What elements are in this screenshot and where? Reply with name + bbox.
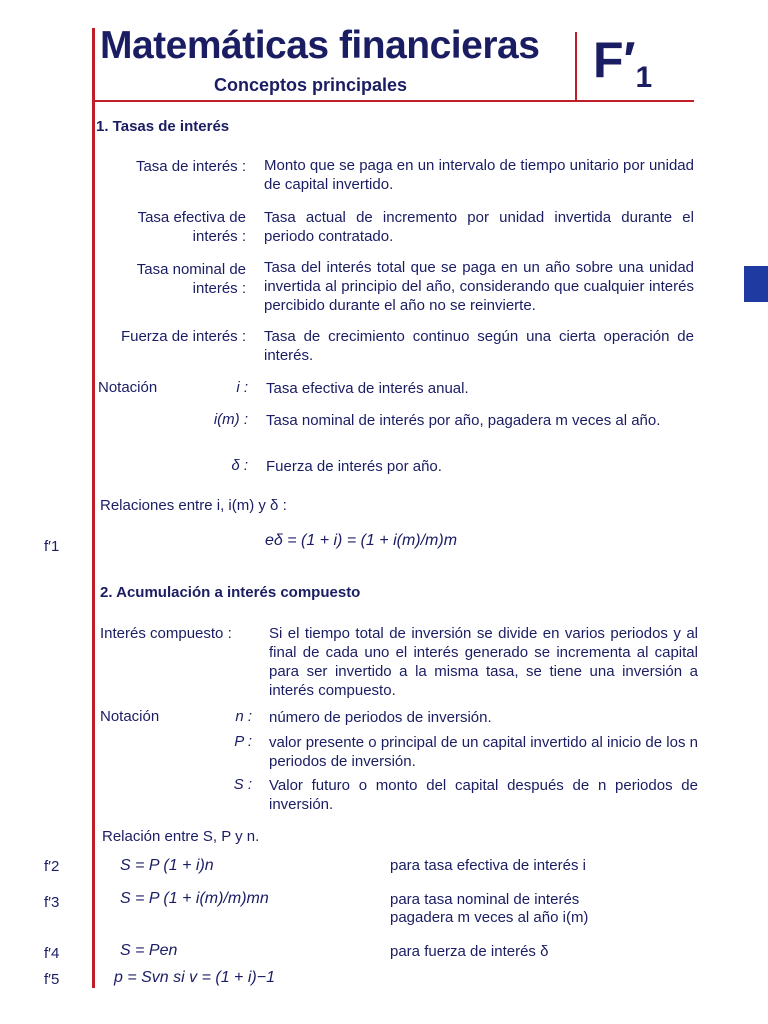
definition-desc: Tasa del interés total que se paga en un año sobre una unidad invertida al principio del año, considerando que cualquier interés percibido durante el año no se reinvierte. <box>264 259 694 314</box>
notation-symbol: n : <box>235 708 252 725</box>
formula-f5: p = Svn si v = (1 + i)−1 <box>114 969 275 986</box>
definition-term: Fuerza de interés : <box>120 328 246 345</box>
notation-symbol: S : <box>233 776 252 793</box>
section-code: $F'_1$ <box>593 32 653 94</box>
notation-symbol: δ : <box>231 457 248 474</box>
definition-desc: Monto que se paga en un intervalo de tiempo unitario por unidad de capital invertido. <box>264 157 694 193</box>
definition-term: Interés compuesto : <box>100 625 232 642</box>
formula-f2: S = P (1 + i)n <box>120 857 214 874</box>
formula-note: para fuerza de interés δ <box>390 943 549 960</box>
page-title: Matemáticas financieras <box>100 24 540 67</box>
formula-label: f′2 <box>44 858 60 875</box>
notation-desc: Tasa efectiva de interés anual. <box>266 380 469 397</box>
definition-desc: Tasa de crecimiento continuo según una cierta operación de interés. <box>264 328 694 364</box>
definition-term: Tasa de interés : <box>135 158 246 175</box>
chapter-tab-marker <box>744 266 768 302</box>
section-heading-2: 2. Acumulación a interés compuesto <box>100 584 361 601</box>
notation-desc: Fuerza de interés por año. <box>266 458 442 475</box>
notation-desc: Tasa nominal de interés por año, pagadera m veces al año. <box>266 412 661 429</box>
relation-label: Relación entre S, P y n. <box>102 828 260 845</box>
notation-desc: número de periodos de inversión. <box>269 709 492 726</box>
relations-label: Relaciones entre i, i(m) y δ : <box>100 497 287 514</box>
left-red-rule-top <box>92 28 95 122</box>
notation-label: Notación <box>98 379 158 396</box>
left-red-rule <box>92 122 95 988</box>
notation-symbol: i : <box>236 379 248 396</box>
definition-desc: Si el tiempo total de inversión se divide en varios periodos y al final de cada uno el interés generado se incrementa al capital para ser invertido a la misma tasa, se tiene una inversión a interés compuesto. <box>269 625 698 699</box>
formula-label: f′3 <box>44 894 60 911</box>
notation-desc: Valor futuro o monto del capital después de n periodos de inversión. <box>269 777 698 813</box>
definition-term: Tasa efectiva de interés : <box>137 209 246 245</box>
definition-term: Tasa nominal de interés : <box>136 261 246 297</box>
formula-label: f′4 <box>44 945 60 962</box>
formula-note: para tasa nominal de interés pagadera m veces al año i(m) <box>390 891 589 926</box>
formula-f1: eδ = (1 + i) = (1 + i(m)/m)m <box>265 532 458 549</box>
formula-label: f′5 <box>44 971 60 988</box>
formula-label: f′1 <box>44 538 60 555</box>
formula-f3: S = P (1 + i(m)/m)mn <box>120 890 269 907</box>
formula-f4: S = Pen <box>120 942 178 959</box>
header-divider <box>575 32 577 100</box>
notation-desc: valor presente o principal de un capital invertido al inicio de los n periodos de inversión. <box>269 734 698 770</box>
definition-desc: Tasa actual de incremento por unidad invertida durante el periodo contratado. <box>264 209 694 245</box>
section-heading-1: 1. Tasas de interés <box>96 118 230 135</box>
notation-symbol: i(m) : <box>213 411 248 428</box>
page-subtitle: Conceptos principales <box>214 75 408 95</box>
formula-note: para tasa efectiva de interés i <box>390 857 586 874</box>
notation-symbol: P : <box>234 733 252 750</box>
notation-label: Notación <box>100 708 160 725</box>
